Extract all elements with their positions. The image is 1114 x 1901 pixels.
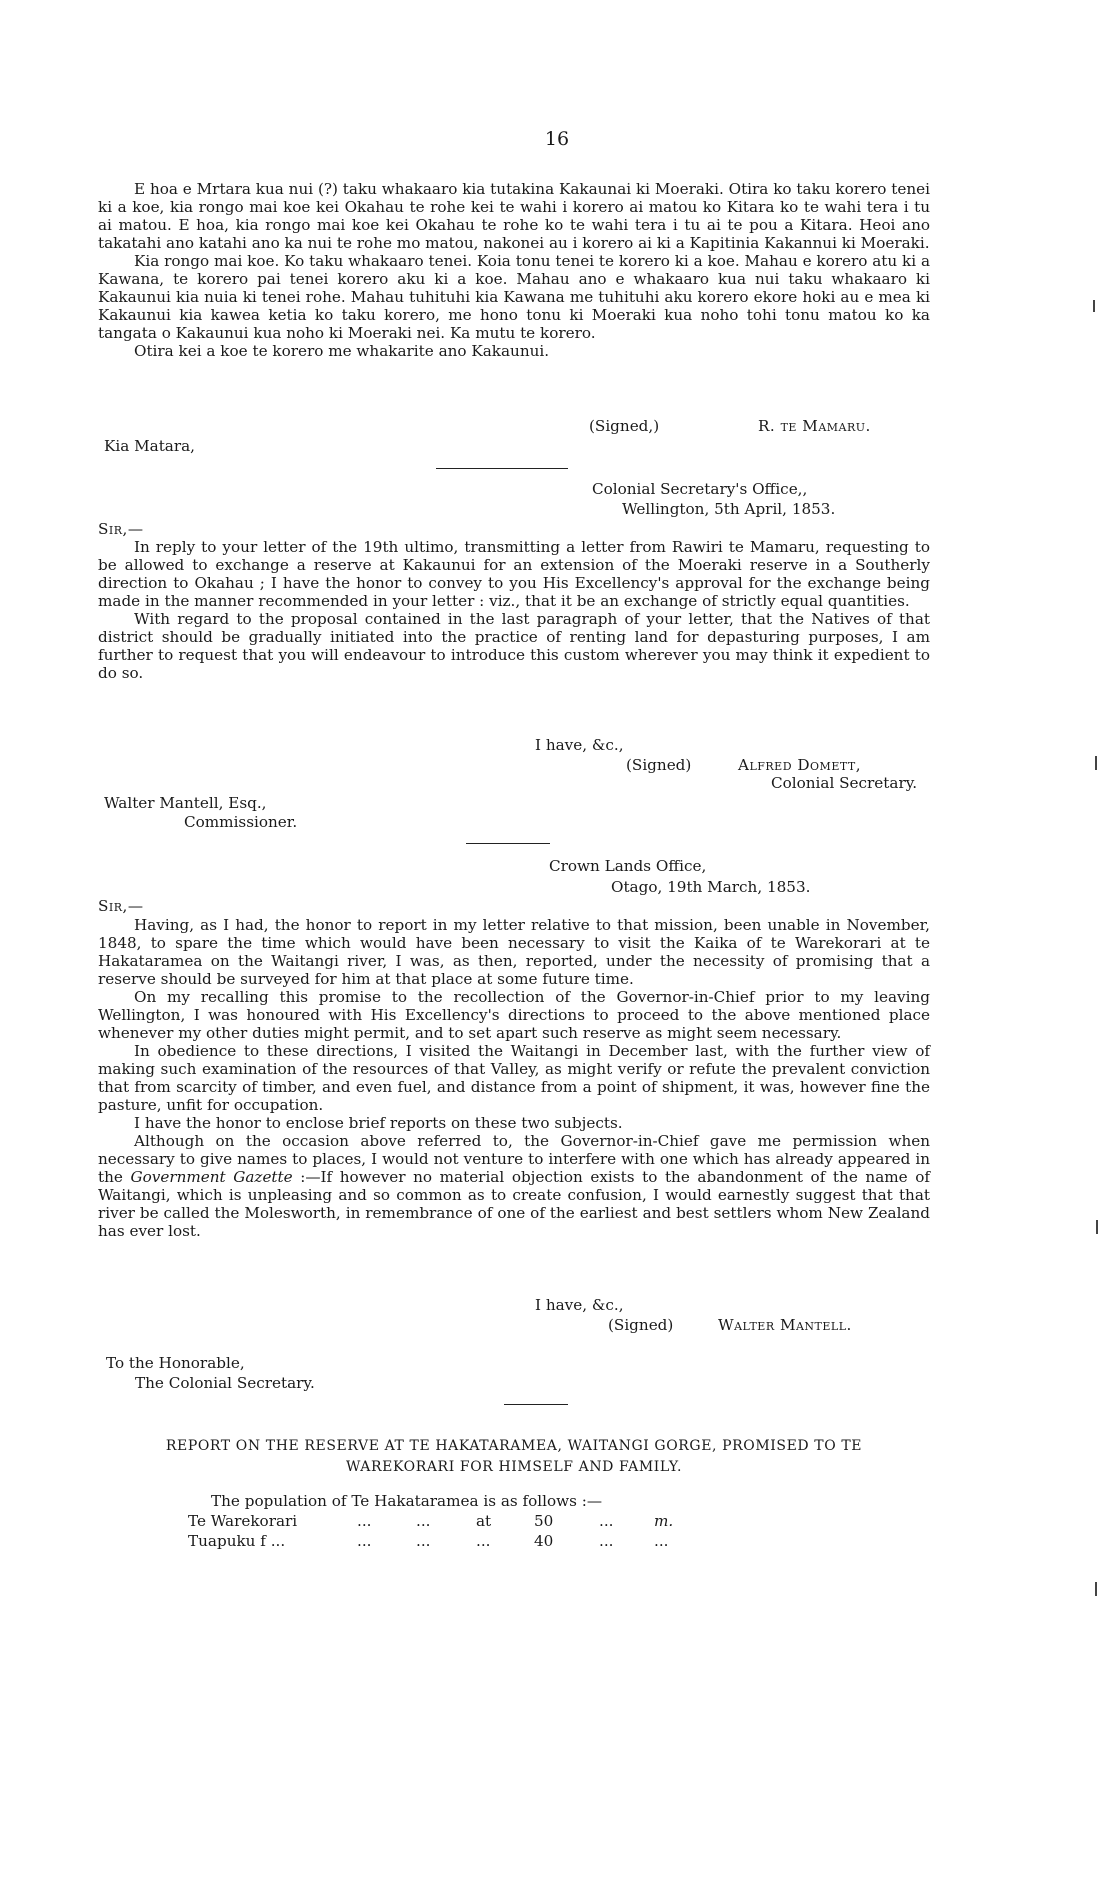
population-name: Tuapuku f ... xyxy=(188,1532,286,1550)
clo-place-date: Otago, 19th March, 1853. xyxy=(611,878,811,896)
margin-mark xyxy=(1095,756,1097,770)
clo-to-title: The Colonial Secretary. xyxy=(135,1374,315,1392)
section-divider-2 xyxy=(466,843,550,844)
margin-mark xyxy=(1093,300,1095,312)
clo-paragraph-4: I have the honor to enclose brief reports on these two subjects. xyxy=(134,1114,623,1132)
cso-title: Colonial Secretary. xyxy=(771,774,918,792)
cso-paragraph-1: In reply to your letter of the 19th ultimo, transmitting a letter from Rawiri te Mamaru, requesting to be allowed to exchange a reserve at Kakaunui for an extension of the Moeraki reserve in a Southerly direction to Okahau ; I have the honor to convey to you His Excellency's approval for the exchange being made in the manner recommended in your letter : viz., that it be an exchange of strictly equal quantities. xyxy=(98,538,930,610)
report-heading-line-1: REPORT ON THE RESERVE AT TE HAKATARAMEA, WAITANGI GORGE, PROMISED TO TE xyxy=(165,1438,863,1454)
clo-paragraph-2: On my recalling this promise to the recollection of the Governor-in-Chief prior to my leaving Wellington, I was honoured with His Excellency's directions to proceed to the above mentioned place whenever my other duties might permit, and to set apart such reserve as might seem necessary. xyxy=(98,988,930,1042)
clo-signatory: Walter Mantell. xyxy=(718,1316,852,1334)
population-count: 40 xyxy=(534,1532,554,1550)
population-name: Te Warekorari xyxy=(188,1512,298,1530)
section-divider-1 xyxy=(436,468,568,469)
clo-salutation: Sir,— xyxy=(98,897,144,915)
maori-signed: (Signed,) xyxy=(589,417,660,435)
population-row xyxy=(0,1532,1114,1551)
clo-paragraph-5-start: Although on the occasion above referred to, the Governor-in-Chief gave me permission when necessary to give names to places, I would not venture to interfere with one which has already appeared in the xyxy=(98,1132,930,1186)
population-sex: ... xyxy=(654,1532,669,1550)
cso-body xyxy=(98,538,930,682)
population-count: 50 xyxy=(534,1512,554,1530)
cso-salutation: Sir,— xyxy=(98,520,144,538)
population-sex: m. xyxy=(654,1512,674,1530)
clo-paragraph-3: In obedience to these directions, I visited the Waitangi in December last, with the further view of making such examination of the resources of that Valley, as might verify or refute the prevalent conviction that from scarcity of timber, and even fuel, and distance from a point of shipment, it was, however fine the pasture, unfit for occupation. xyxy=(98,1042,930,1114)
population-intro: The population of Te Hakataramea is as follows :— xyxy=(211,1492,603,1510)
cso-addressee-title: Commissioner. xyxy=(184,813,298,831)
clo-body xyxy=(98,916,930,1240)
maori-closing: Kia Matara, xyxy=(104,437,195,455)
margin-mark xyxy=(1095,1582,1097,1596)
clo-paragraph-5-end: :—If however no material objection exists to the abandonment of the name of Waitangi, which is unpleasing and so common as to create confusion, I would earnestly suggest that that river be called the Molesworth, in remembrance of one of the earliest and best settlers whom New Zealand has ever lost. xyxy=(98,1168,931,1240)
section-divider-3 xyxy=(504,1404,568,1405)
margin-mark xyxy=(1096,1220,1098,1234)
population-dots: ... xyxy=(599,1512,614,1530)
maori-signatory: R. te Mamaru. xyxy=(758,417,871,435)
cso-paragraph-2: With regard to the proposal contained in the last paragraph of your letter, that the Natives of that district should be gradually initiated into the practice of renting land for depasturing purposes, I am further to request that you will endeavour to introduce this custom wherever you may think it expedient to do so. xyxy=(98,610,930,682)
cso-office: Colonial Secretary's Office,, xyxy=(592,480,808,498)
cso-i-have: I have, &c., xyxy=(535,736,624,754)
page-number: 16 xyxy=(544,128,570,150)
clo-office: Crown Lands Office, xyxy=(549,857,707,875)
gazette-title: Government Gazette xyxy=(130,1168,293,1186)
population-dots: ... xyxy=(357,1532,372,1550)
clo-paragraph-1: Having, as I had, the honor to report in my letter relative to that mission, been unable in November, 1848, to spare the time which would have been necessary to visit the Kaika of te Warekorari at te Hakataramea on the Waitangi river, I was, as then, reported, under the necessity of promising that a reserve should be surveyed for him at that place at some future time. xyxy=(98,916,930,988)
population-dots: ... xyxy=(416,1512,431,1530)
population-dots: ... xyxy=(357,1512,372,1530)
maori-paragraph-2: Kia rongo mai koe. Ko taku whakaaro tenei. Koia tonu tenei te korero ki a koe. Mahau e korero atu ki a Kawana, te korero pai tenei korero aku ki a koe. Mahau ano e whakaaro kua nui taku whakaaro ki Kakaunui kia nuia ki tenei rohe. Mahau tuhituhi kia Kawana me tuhituhi aku korero ekore hoki au e mea ki Kakaunui kia kawea ketia ko taku korero, me hono tonu ki Moeraki kua noho tohi tonu matou ko ka tangata o Kakaunui kua noho ki Moeraki nei. Ka mutu te korero. xyxy=(98,252,930,342)
population-row xyxy=(0,1512,1114,1531)
maori-paragraph-1: E hoa e Mrtara kua nui (?) taku whakaaro kia tutakina Kakaunai ki Moeraki. Otira ko taku korero tenei ki a koe, kia rongo mai koe kei Okahau te rohe kei te wahi i korero ai matou ko Kitara ko te wahi tera i tu ai matou. E hoa, kia rongo mai koe kei Okahau te rohe ko te wahi tera i tu ai te pou a Kitara. Heoi ano takatahi ano katahi ano ka nui te rohe mo matou, nakonei au i korero ai ki a Kapitinia Kakannui ki Moeraki. xyxy=(98,180,930,252)
clo-i-have: I have, &c., xyxy=(535,1296,624,1314)
cso-signed: (Signed) xyxy=(626,756,692,774)
population-dots: ... xyxy=(476,1532,491,1550)
maori-letter xyxy=(98,180,930,360)
cso-place-date: Wellington, 5th April, 1853. xyxy=(622,500,836,518)
clo-paragraph-5 xyxy=(98,1132,930,1240)
cso-signatory: Alfred Domett, xyxy=(738,756,862,774)
clo-signed: (Signed) xyxy=(608,1316,674,1334)
maori-paragraph-3: Otira kei a koe te korero me whakarite ano Kakaunui. xyxy=(134,342,550,360)
report-heading-line-2: WAREKORARI FOR HIMSELF AND FAMILY. xyxy=(345,1459,683,1475)
population-dots: ... xyxy=(416,1532,431,1550)
population-dots: ... xyxy=(599,1532,614,1550)
cso-addressee-name: Walter Mantell, Esq., xyxy=(104,794,267,812)
clo-to-line: To the Honorable, xyxy=(106,1354,245,1372)
population-dots: at xyxy=(476,1512,492,1530)
